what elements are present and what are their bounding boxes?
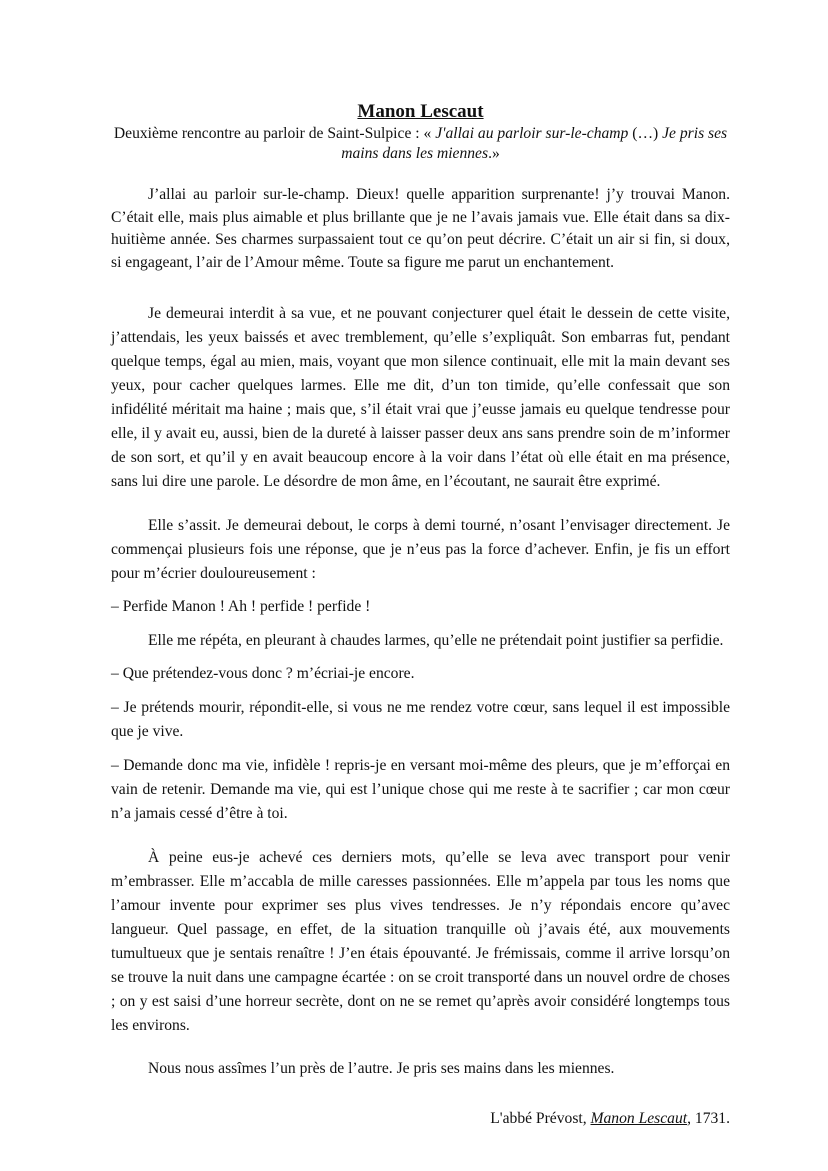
paragraph: À peine eus-je achevé ces derniers mots, qu’elle se leva avec transport pour venir m’embrasser. Elle m’accabla de mille caresses passionnées. Elle m’appela par tous les noms que l’amour invente pour exprimer ses plus vives tendresses. Je n’y répondais encore qu’avec langueur. Quel passage, en effet, de la situation tranquille où j’avais été, aux mouvements tumultueux que je sentais renaître ! J’en étais épouvanté. Je frémissais, comme il arrive lorsqu’on se trouve la nuit dans une campagne écartée : on se croit transporté dans un nouvel ordre de choses ; on y est saisi d’une horreur secrète, dont on ne se remet qu’après avoir considéré longtemps tous les environs.	[111, 848, 730, 1034]
subtitle-quote-start: J'allai au parloir sur-le-champ	[435, 125, 629, 142]
document-page	[111, 100, 730, 1128]
dialogue-line: – Que prétendez-vous donc ? m’écriai-je encore.	[111, 664, 415, 682]
signature	[111, 1110, 730, 1128]
subtitle-prefix: Deuxième rencontre au parloir de Saint-Sulpice : «	[113, 125, 436, 142]
paragraph: Elle s’assit. Je demeurai debout, le corps à demi tourné, n’osant l’envisager directement. Je commençai plusieurs fois une réponse, que je n’eus pas la force d’achever. Enfin, je fis un effort pour m’écrier douloureusement :	[111, 517, 730, 583]
dialogue-line: – Perfide Manon ! Ah ! perfide ! perfide !	[111, 598, 371, 616]
subtitle-suffix: .»	[488, 145, 500, 162]
paragraph: Elle me répéta, en pleurant à chaudes larmes, qu’elle ne prétendait point justifier sa perfidie.	[148, 631, 724, 649]
subtitle-ellipsis: (…)	[628, 125, 663, 142]
signature-year: , 1731.	[687, 1110, 730, 1128]
paragraph: Je demeurai interdit à sa vue, et ne pouvant conjecturer quel était le dessein de cette visite, j’attendais, les yeux baissés et avec tremblement, qu’elle s’expliquât. Son embarras fut, pendant quelque temps, égal au mien, mais, voyant que mon silence continuait, elle mit la main devant ses yeux, pour cacher quelques larmes. Elle me dit, d’un ton timide, qu’elle confessait que son infidélité méritait ma haine ; mais que, s’il était vrai que j’eusse jamais eu quelque tendresse pour elle, il y avait eu, aussi, bien de la dureté à laisser passer deux ans sans prendre soin de m’informer de son sort, et qu’il y en avait beaucoup encore à la voir dans l’état où elle était en ma présence, sans lui dire une parole. Le désordre de mon âme, en l’écoutant, ne saurait être exprimé.	[111, 305, 730, 491]
dialogue-line: – Demande donc ma vie, infidèle ! repris-je en versant moi-même des pleurs, que je m’efforçai en vain de retenir. Demande ma vie, qui est l’unique chose qui me reste à te sacrifier ; car mon cœur n’a jamais cessé d’être à toi.	[111, 756, 730, 822]
dialogue-line: – Je prétends mourir, répondit-elle, si vous ne me rendez votre cœur, sans lequel il est impossible que je vive.	[111, 698, 730, 740]
signature-author: L'abbé Prévost,	[490, 1110, 591, 1128]
document-title: Manon Lescaut	[357, 101, 484, 122]
paragraph: Nous nous assîmes l’un près de l’autre. Je pris ses mains dans les miennes.	[148, 1059, 615, 1077]
subtitle-quote-end: Je pris ses mains dans les miennes	[341, 125, 728, 162]
subtitle	[111, 124, 730, 164]
paragraph: J’allai au parloir sur-le-champ. Dieux! quelle apparition surprenante! j’y trouvai Manon. C’était elle, mais plus aimable et plus brillante que je ne l’avais jamais vue. Elle était dans sa dix-huitième année. Ses charmes surpassaient tout ce qu’on peut décrire. C’était un air si fin, si doux, si engageant, l’air de l’Amour même. Toute sa figure me parut un enchantement.	[111, 186, 730, 271]
signature-work: Manon Lescaut	[590, 1110, 688, 1128]
